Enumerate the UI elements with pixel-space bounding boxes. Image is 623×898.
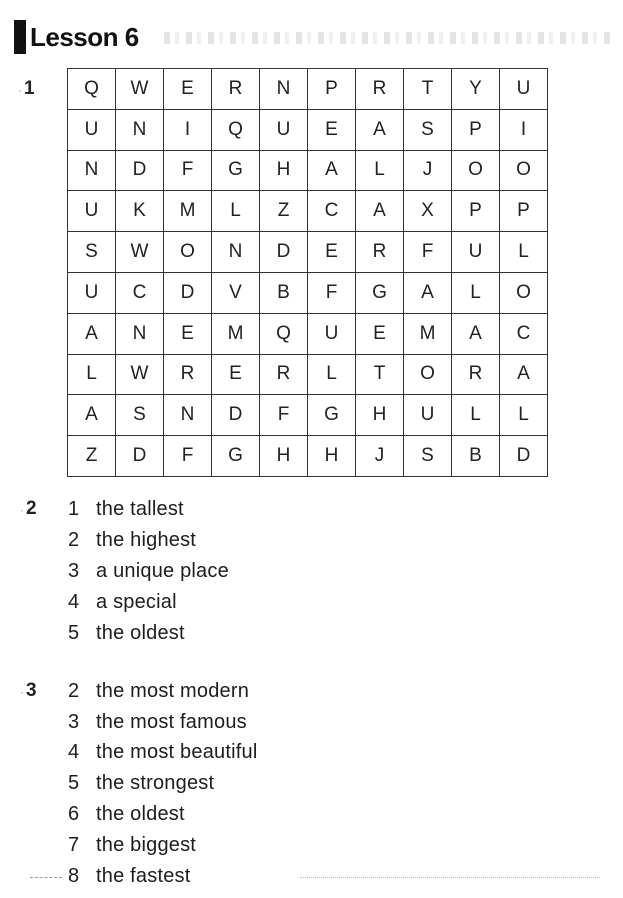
item-text: the oldest	[96, 803, 185, 826]
item-text: the fastest	[96, 864, 191, 887]
grid-cell: N	[68, 151, 116, 192]
exercise-3-number-text: 3	[26, 680, 37, 701]
grid-cell: D	[116, 151, 164, 192]
header-faded-text	[164, 32, 614, 44]
grid-cell: D	[212, 395, 260, 436]
list-item	[68, 799, 257, 830]
item-text: the tallest	[96, 498, 184, 520]
grid-cell: C	[500, 314, 548, 355]
grid-cell: S	[116, 395, 164, 436]
grid-cell: G	[212, 151, 260, 192]
grid-cell: Z	[68, 436, 116, 477]
grid-cell: U	[68, 110, 116, 151]
item-number: 8	[68, 864, 80, 887]
grid-cell: X	[404, 191, 452, 232]
grid-cell: W	[116, 69, 164, 110]
grid-cell: Z	[260, 191, 308, 232]
grid-cell: E	[212, 355, 260, 396]
grid-cell: U	[308, 314, 356, 355]
grid-cell: D	[116, 436, 164, 477]
grid-cell: T	[356, 355, 404, 396]
grid-cell: V	[212, 273, 260, 314]
grid-cell: W	[116, 355, 164, 396]
grid-cell: I	[500, 110, 548, 151]
header-bar	[14, 20, 26, 54]
grid-cell: C	[116, 273, 164, 314]
grid-cell: S	[404, 436, 452, 477]
item-text: the oldest	[96, 622, 185, 644]
list-item	[68, 618, 229, 649]
exercise-3-answers	[68, 676, 257, 892]
grid-cell: L	[452, 395, 500, 436]
grid-cell: E	[164, 314, 212, 355]
grid-cell: A	[68, 395, 116, 436]
grid-cell: A	[356, 191, 404, 232]
grid-cell: L	[212, 191, 260, 232]
grid-cell: A	[500, 355, 548, 396]
grid-cell: T	[404, 69, 452, 110]
grid-cell: R	[356, 232, 404, 273]
grid-cell: O	[164, 232, 212, 273]
grid-cell: U	[68, 273, 116, 314]
grid-cell: J	[356, 436, 404, 477]
grid-cell: R	[356, 69, 404, 110]
exercise-2-answers	[68, 494, 229, 649]
grid-cell: J	[404, 151, 452, 192]
grid-cell: N	[260, 69, 308, 110]
grid-cell: D	[164, 273, 212, 314]
item-number: 1	[68, 498, 80, 520]
grid-cell: A	[404, 273, 452, 314]
grid-cell: A	[68, 314, 116, 355]
grid-cell: F	[164, 436, 212, 477]
item-number: 4	[68, 591, 80, 613]
item-number: 3	[68, 560, 80, 582]
item-text: a special	[96, 591, 177, 613]
grid-cell: F	[308, 273, 356, 314]
list-item	[68, 768, 257, 799]
grid-cell: P	[500, 191, 548, 232]
item-number: 4	[68, 741, 80, 764]
grid-cell: A	[308, 151, 356, 192]
list-item	[68, 676, 257, 707]
grid-cell: Q	[212, 110, 260, 151]
grid-cell: N	[116, 314, 164, 355]
grid-cell: O	[452, 151, 500, 192]
item-number: 5	[68, 622, 80, 644]
item-number: 5	[68, 772, 80, 795]
grid-cell: N	[164, 395, 212, 436]
grid-cell: A	[452, 314, 500, 355]
list-item	[68, 830, 257, 861]
grid-cell: L	[500, 395, 548, 436]
grid-cell: R	[260, 355, 308, 396]
list-item	[68, 707, 257, 738]
grid-cell: L	[308, 355, 356, 396]
grid-cell: H	[260, 436, 308, 477]
exercise-3-number: · 3	[20, 680, 37, 701]
item-text: the most modern	[96, 679, 250, 702]
grid-cell: D	[260, 232, 308, 273]
grid-cell: U	[68, 191, 116, 232]
grid-cell: B	[452, 436, 500, 477]
item-text: the most famous	[96, 710, 247, 733]
grid-cell: Y	[452, 69, 500, 110]
exercise-2-number: · 2	[20, 498, 37, 519]
grid-cell: R	[452, 355, 500, 396]
item-number: 2	[68, 679, 80, 702]
grid-cell: D	[500, 436, 548, 477]
grid-cell: F	[260, 395, 308, 436]
exercise-1-number-text: 1	[24, 78, 35, 99]
item-number: 3	[68, 710, 80, 733]
word-search-grid	[67, 68, 548, 477]
grid-cell: G	[308, 395, 356, 436]
item-text: the most beautiful	[96, 741, 258, 764]
grid-cell: L	[452, 273, 500, 314]
grid-cell: F	[164, 151, 212, 192]
grid-cell: H	[308, 436, 356, 477]
list-item	[68, 556, 229, 587]
grid-cell: K	[116, 191, 164, 232]
lesson-header	[14, 18, 614, 58]
grid-cell: N	[212, 232, 260, 273]
item-text: a unique place	[96, 560, 229, 582]
grid-cell: L	[68, 355, 116, 396]
grid-cell: G	[356, 273, 404, 314]
grid-cell: P	[452, 191, 500, 232]
item-text: the highest	[96, 529, 197, 551]
grid-cell: U	[404, 395, 452, 436]
item-number: 6	[68, 803, 80, 826]
grid-cell: M	[404, 314, 452, 355]
grid-cell: U	[452, 232, 500, 273]
grid-cell: P	[308, 69, 356, 110]
grid-cell: G	[212, 436, 260, 477]
grid-cell: O	[500, 273, 548, 314]
grid-cell: L	[500, 232, 548, 273]
grid-cell: M	[212, 314, 260, 355]
grid-cell: E	[308, 110, 356, 151]
item-number: 7	[68, 833, 80, 856]
grid-cell: U	[260, 110, 308, 151]
grid-cell: S	[404, 110, 452, 151]
grid-cell: H	[260, 151, 308, 192]
grid-cell: O	[500, 151, 548, 192]
item-number: 2	[68, 529, 80, 551]
grid-cell: R	[164, 355, 212, 396]
divider	[300, 877, 600, 879]
grid-cell: O	[404, 355, 452, 396]
grid-cell: Q	[68, 69, 116, 110]
grid-cell: P	[452, 110, 500, 151]
item-text: the biggest	[96, 833, 197, 856]
divider	[30, 877, 62, 879]
grid-cell: M	[164, 191, 212, 232]
list-item	[68, 861, 257, 892]
grid-cell: E	[164, 69, 212, 110]
list-item	[68, 525, 229, 556]
exercise-1-number: · 1	[18, 78, 35, 99]
page-title: Lesson 6	[30, 22, 139, 52]
grid-cell: E	[356, 314, 404, 355]
grid-cell: I	[164, 110, 212, 151]
grid-cell: H	[356, 395, 404, 436]
item-text: the strongest	[96, 772, 215, 795]
grid-cell: R	[212, 69, 260, 110]
grid-cell: L	[356, 151, 404, 192]
list-item	[68, 738, 257, 769]
grid-cell: N	[116, 110, 164, 151]
grid-cell: U	[500, 69, 548, 110]
grid-cell: C	[308, 191, 356, 232]
grid-cell: W	[116, 232, 164, 273]
grid-cell: A	[356, 110, 404, 151]
grid-cell: E	[308, 232, 356, 273]
grid-cell: Q	[260, 314, 308, 355]
grid-cell: F	[404, 232, 452, 273]
list-item	[68, 587, 229, 618]
exercise-2-number-text: 2	[26, 498, 37, 519]
grid-cell: S	[68, 232, 116, 273]
grid-cell: B	[260, 273, 308, 314]
list-item	[68, 494, 229, 525]
